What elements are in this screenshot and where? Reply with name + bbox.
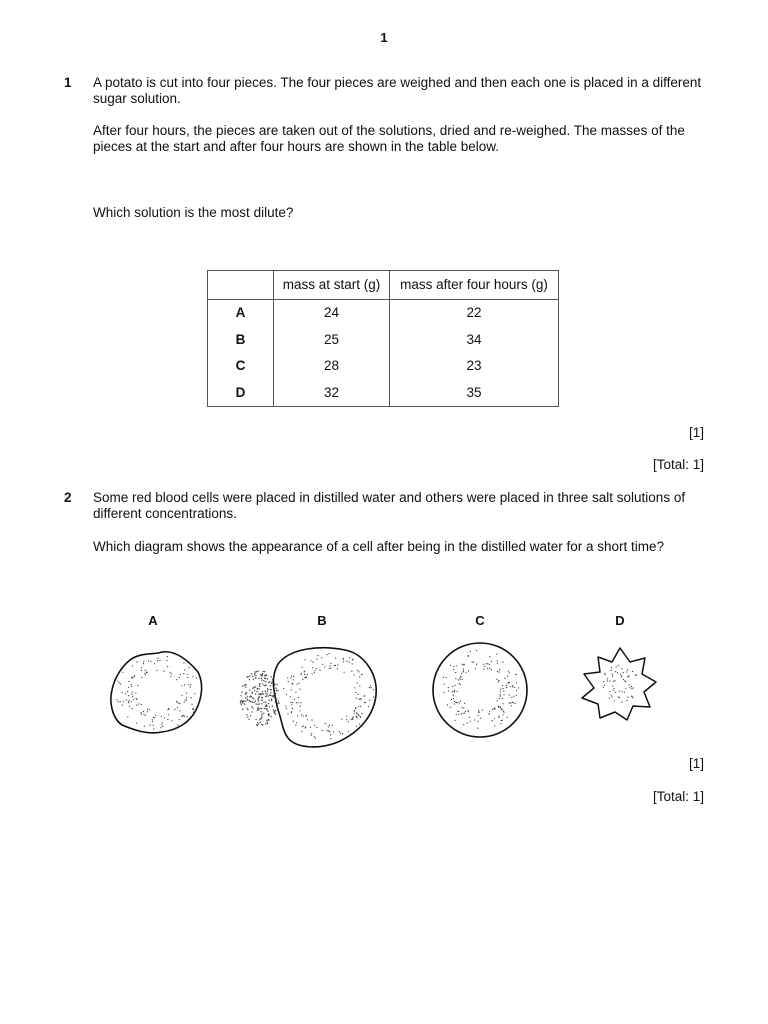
question-1-prompt: Which solution is the most dilute? bbox=[93, 205, 294, 220]
table-row bbox=[208, 380, 559, 407]
red-blood-cell-diagrams bbox=[100, 640, 680, 755]
question-2-intro: Some red blood cells were placed in distilled water and others were placed in three salt solutions of different concentrations. bbox=[93, 490, 686, 521]
question-1-total: [Total: 1] bbox=[652, 457, 704, 472]
row-label: C bbox=[208, 353, 274, 380]
table-header-mass-after: mass after four hours (g) bbox=[390, 271, 559, 300]
mass-after-cell: 23 bbox=[390, 353, 559, 380]
mass-after-cell: 34 bbox=[390, 327, 559, 354]
question-2-total: [Total: 1] bbox=[652, 789, 704, 804]
potato-mass-table bbox=[207, 270, 559, 407]
mass-start-cell: 24 bbox=[274, 300, 390, 327]
question-1-context: After four hours, the pieces are taken out of the solutions, dried and re-weighed. The masses of the pieces at the start and after four hours are shown in the table below. bbox=[93, 123, 685, 154]
mass-start-cell: 32 bbox=[274, 380, 390, 407]
row-label: D bbox=[208, 380, 274, 407]
table-header-row bbox=[208, 271, 559, 300]
row-label: B bbox=[208, 327, 274, 354]
mass-after-cell: 22 bbox=[390, 300, 559, 327]
mass-after-cell: 35 bbox=[390, 380, 559, 407]
cell-b-diagram bbox=[240, 648, 377, 747]
mass-start-cell: 28 bbox=[274, 353, 390, 380]
cell-d-diagram bbox=[582, 648, 656, 720]
table-row bbox=[208, 300, 559, 327]
option-c-label: C bbox=[475, 613, 485, 628]
table-header-mass-start: mass at start (g) bbox=[274, 271, 390, 300]
table-header-empty bbox=[208, 271, 274, 300]
mass-start-cell: 25 bbox=[274, 327, 390, 354]
question-2-number: 2 bbox=[64, 490, 72, 505]
question-2-mark: [1] bbox=[688, 756, 704, 771]
question-1-intro: A potato is cut into four pieces. The four pieces are weighed and then each one is placed in a different sugar solution. bbox=[93, 75, 702, 106]
table-row bbox=[208, 327, 559, 354]
row-label: A bbox=[208, 300, 274, 327]
cell-a-diagram bbox=[111, 652, 202, 733]
option-a-label: A bbox=[148, 613, 158, 628]
question-1-mark: [1] bbox=[688, 425, 704, 440]
page-number: 1 bbox=[380, 30, 388, 45]
option-d-label: D bbox=[615, 613, 625, 628]
option-b-label: B bbox=[317, 613, 327, 628]
question-1-number: 1 bbox=[64, 75, 72, 90]
question-2-prompt: Which diagram shows the appearance of a cell after being in the distilled water for a short time? bbox=[93, 539, 665, 554]
table-row bbox=[208, 353, 559, 380]
cell-c-diagram bbox=[433, 643, 527, 737]
